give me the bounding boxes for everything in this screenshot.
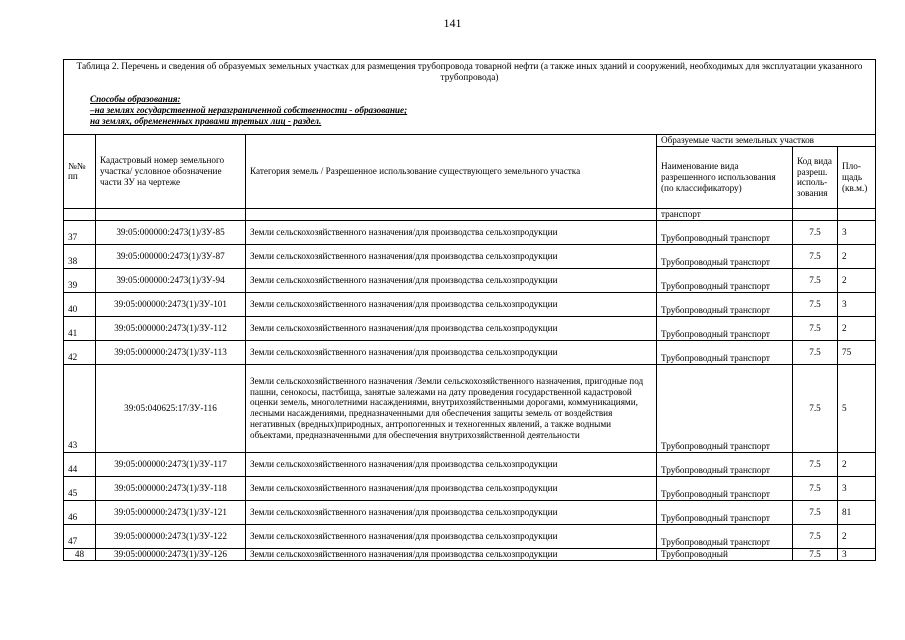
row-code: 7.5 (793, 316, 838, 340)
continuation-num (64, 208, 96, 220)
row-use-name: Трубопроводный транспорт (657, 524, 793, 548)
row-use-name: Трубопроводный транспорт (657, 452, 793, 476)
land-plots-table-sheet (63, 59, 875, 561)
row-code: 7.5 (793, 524, 838, 548)
row-category: Земли сельскохозяйственного назначения/для производства сельхозпродукции (246, 268, 657, 292)
row-category: Земли сельскохозяйственного назначения/для производства сельхозпродукции (246, 452, 657, 476)
row-use-name: Трубопроводный транспорт (657, 220, 793, 244)
row-cadastral: 39:05:000000:2473(1)/ЗУ-113 (96, 340, 246, 364)
row-category: Земли сельскохозяйственного назначения/для производства сельхозпродукции (246, 524, 657, 548)
row-cadastral: 39:05:000000:2473(1)/ЗУ-121 (96, 500, 246, 524)
row-use-name: Трубопроводный транспорт (657, 476, 793, 500)
header-cadastral: Кадастровый номер земельного участка/ условное обозначение части ЗУ на чертеже (96, 135, 246, 209)
row-cadastral: 39:05:000000:2473(1)/ЗУ-117 (96, 452, 246, 476)
table-row (64, 364, 876, 452)
row-num: 44 (64, 452, 96, 476)
row-area: 2 (838, 268, 876, 292)
row-cadastral: 39:05:000000:2473(1)/ЗУ-118 (96, 476, 246, 500)
row-category: Земли сельскохозяйственного назначения/для производства сельхозпродукции (246, 244, 657, 268)
header-category: Категория земель / Разрешенное использование существующего земельного участка (246, 135, 657, 209)
row-num: 40 (64, 292, 96, 316)
row-cadastral: 39:05:000000:2473(1)/ЗУ-122 (96, 524, 246, 548)
table-row (64, 292, 876, 316)
row-use-name: Трубопроводный транспорт (657, 340, 793, 364)
page-number: 141 (443, 16, 462, 30)
header-num: №№ пп (64, 135, 96, 209)
row-use-name: Трубопроводный транспорт (657, 292, 793, 316)
row-num: 48 (64, 548, 96, 560)
row-category: Земли сельскохозяйственного назначения/для производства сельхозпродукции (246, 476, 657, 500)
continuation-code (793, 208, 838, 220)
row-num: 47 (64, 524, 96, 548)
land-plots-table (63, 59, 876, 561)
row-category: Земли сельскохозяйственного назначения/для производства сельхозпродукции (246, 500, 657, 524)
row-code: 7.5 (793, 340, 838, 364)
row-area: 2 (838, 316, 876, 340)
row-use-name: Трубопроводный транспорт (657, 364, 793, 452)
row-use-name: Трубопроводный транспорт (657, 316, 793, 340)
table-row (64, 244, 876, 268)
table-row (64, 316, 876, 340)
caption-row (64, 60, 876, 135)
row-area: 3 (838, 548, 876, 560)
row-use-name: Трубопроводный транспорт (657, 268, 793, 292)
table-caption: Таблица 2. Перечень и сведения об образуемых земельных участках для размещения трубопровода товарной нефти (а также иных зданий и сооружений, необходимых для эксплуатации указанного трубопровода) (76, 62, 863, 84)
row-cadastral: 39:05:000000:2473(1)/ЗУ-94 (96, 268, 246, 292)
row-cadastral: 39:05:000000:2473(1)/ЗУ-101 (96, 292, 246, 316)
row-num: 39 (64, 268, 96, 292)
row-area: 3 (838, 476, 876, 500)
caption-cell (64, 60, 876, 135)
table-row (64, 500, 876, 524)
continuation-category (246, 208, 657, 220)
row-code: 7.5 (793, 244, 838, 268)
row-area: 2 (838, 452, 876, 476)
continuation-area (838, 208, 876, 220)
row-use-name: Трубопроводный транспорт (657, 244, 793, 268)
row-area: 3 (838, 220, 876, 244)
row-area: 5 (838, 364, 876, 452)
row-category: Земли сельскохозяйственного назначения/для производства сельхозпродукции (246, 340, 657, 364)
table-row (64, 548, 876, 560)
row-code: 7.5 (793, 364, 838, 452)
row-area: 2 (838, 524, 876, 548)
row-cadastral: 39:05:000000:2473(1)/ЗУ-126 (96, 548, 246, 560)
row-area: 2 (838, 244, 876, 268)
table-row (64, 524, 876, 548)
continuation-row (64, 208, 876, 220)
row-num: 42 (64, 340, 96, 364)
row-num: 45 (64, 476, 96, 500)
row-category: Земли сельскохозяйственного назначения/для производства сельхозпродукции (246, 292, 657, 316)
methods-line-1: –на землях государственной неразграниченной собственности - образование; (90, 105, 408, 116)
row-num: 38 (64, 244, 96, 268)
methods-title: Способы образования: (90, 93, 181, 104)
row-code: 7.5 (793, 548, 838, 560)
row-code: 7.5 (793, 220, 838, 244)
row-num: 43 (64, 364, 96, 452)
header-row-1 (64, 135, 876, 147)
continuation-use: транспорт (657, 208, 793, 220)
table-row (64, 220, 876, 244)
header-parts-group: Образуемые части земельных участков (657, 135, 876, 147)
header-code: Код вида разреш. исполь-зования (793, 146, 838, 208)
row-code: 7.5 (793, 268, 838, 292)
table-row (64, 452, 876, 476)
row-use-name: Трубопроводный (657, 548, 793, 560)
row-cadastral: 39:05:000000:2473(1)/ЗУ-87 (96, 244, 246, 268)
formation-methods (68, 94, 871, 128)
row-area: 75 (838, 340, 876, 364)
row-use-name: Трубопроводный транспорт (657, 500, 793, 524)
row-cadastral: 39:05:040625:17/ЗУ-116 (96, 364, 246, 452)
row-code: 7.5 (793, 500, 838, 524)
row-category: Земли сельскохозяйственного назначения /Земли сельскохозяйственного назначения, пригодные под пашни, сенокосы, пастбища, занятые залежами на дату проведения государственной кадастровой оценки земель, многолетними насаждениями, внутрихозяйственными дорогами, коммуникациями, лесными насаждениями, предназначенными для обеспечения защиты земель от воздействия негативных (вредных)природных, антропогенных и техногенных явлений, а также водными объектами, предназначенными для обеспечения внутрихозяйственной деятельности (246, 364, 657, 452)
row-cadastral: 39:05:000000:2473(1)/ЗУ-112 (96, 316, 246, 340)
row-num: 41 (64, 316, 96, 340)
table-row (64, 476, 876, 500)
row-code: 7.5 (793, 452, 838, 476)
header-area: Пло-щадь (кв.м.) (838, 146, 876, 208)
row-cadastral: 39:05:000000:2473(1)/ЗУ-85 (96, 220, 246, 244)
header-use-name: Наименование вида разрешенного использования (по классификатору) (657, 146, 793, 208)
table-row (64, 340, 876, 364)
row-code: 7.5 (793, 292, 838, 316)
row-num: 46 (64, 500, 96, 524)
row-code: 7.5 (793, 476, 838, 500)
row-category: Земли сельскохозяйственного назначения/для производства сельхозпродукции (246, 316, 657, 340)
row-category: Земли сельскохозяйственного назначения/для производства сельхозпродукции (246, 548, 657, 560)
methods-line-2: на землях, обремененных правами третьих лиц - раздел. (90, 116, 322, 127)
row-category: Земли сельскохозяйственного назначения/для производства сельхозпродукции (246, 220, 657, 244)
continuation-cadastral (96, 208, 246, 220)
row-num: 37 (64, 220, 96, 244)
row-area: 81 (838, 500, 876, 524)
table-row (64, 268, 876, 292)
row-area: 3 (838, 292, 876, 316)
